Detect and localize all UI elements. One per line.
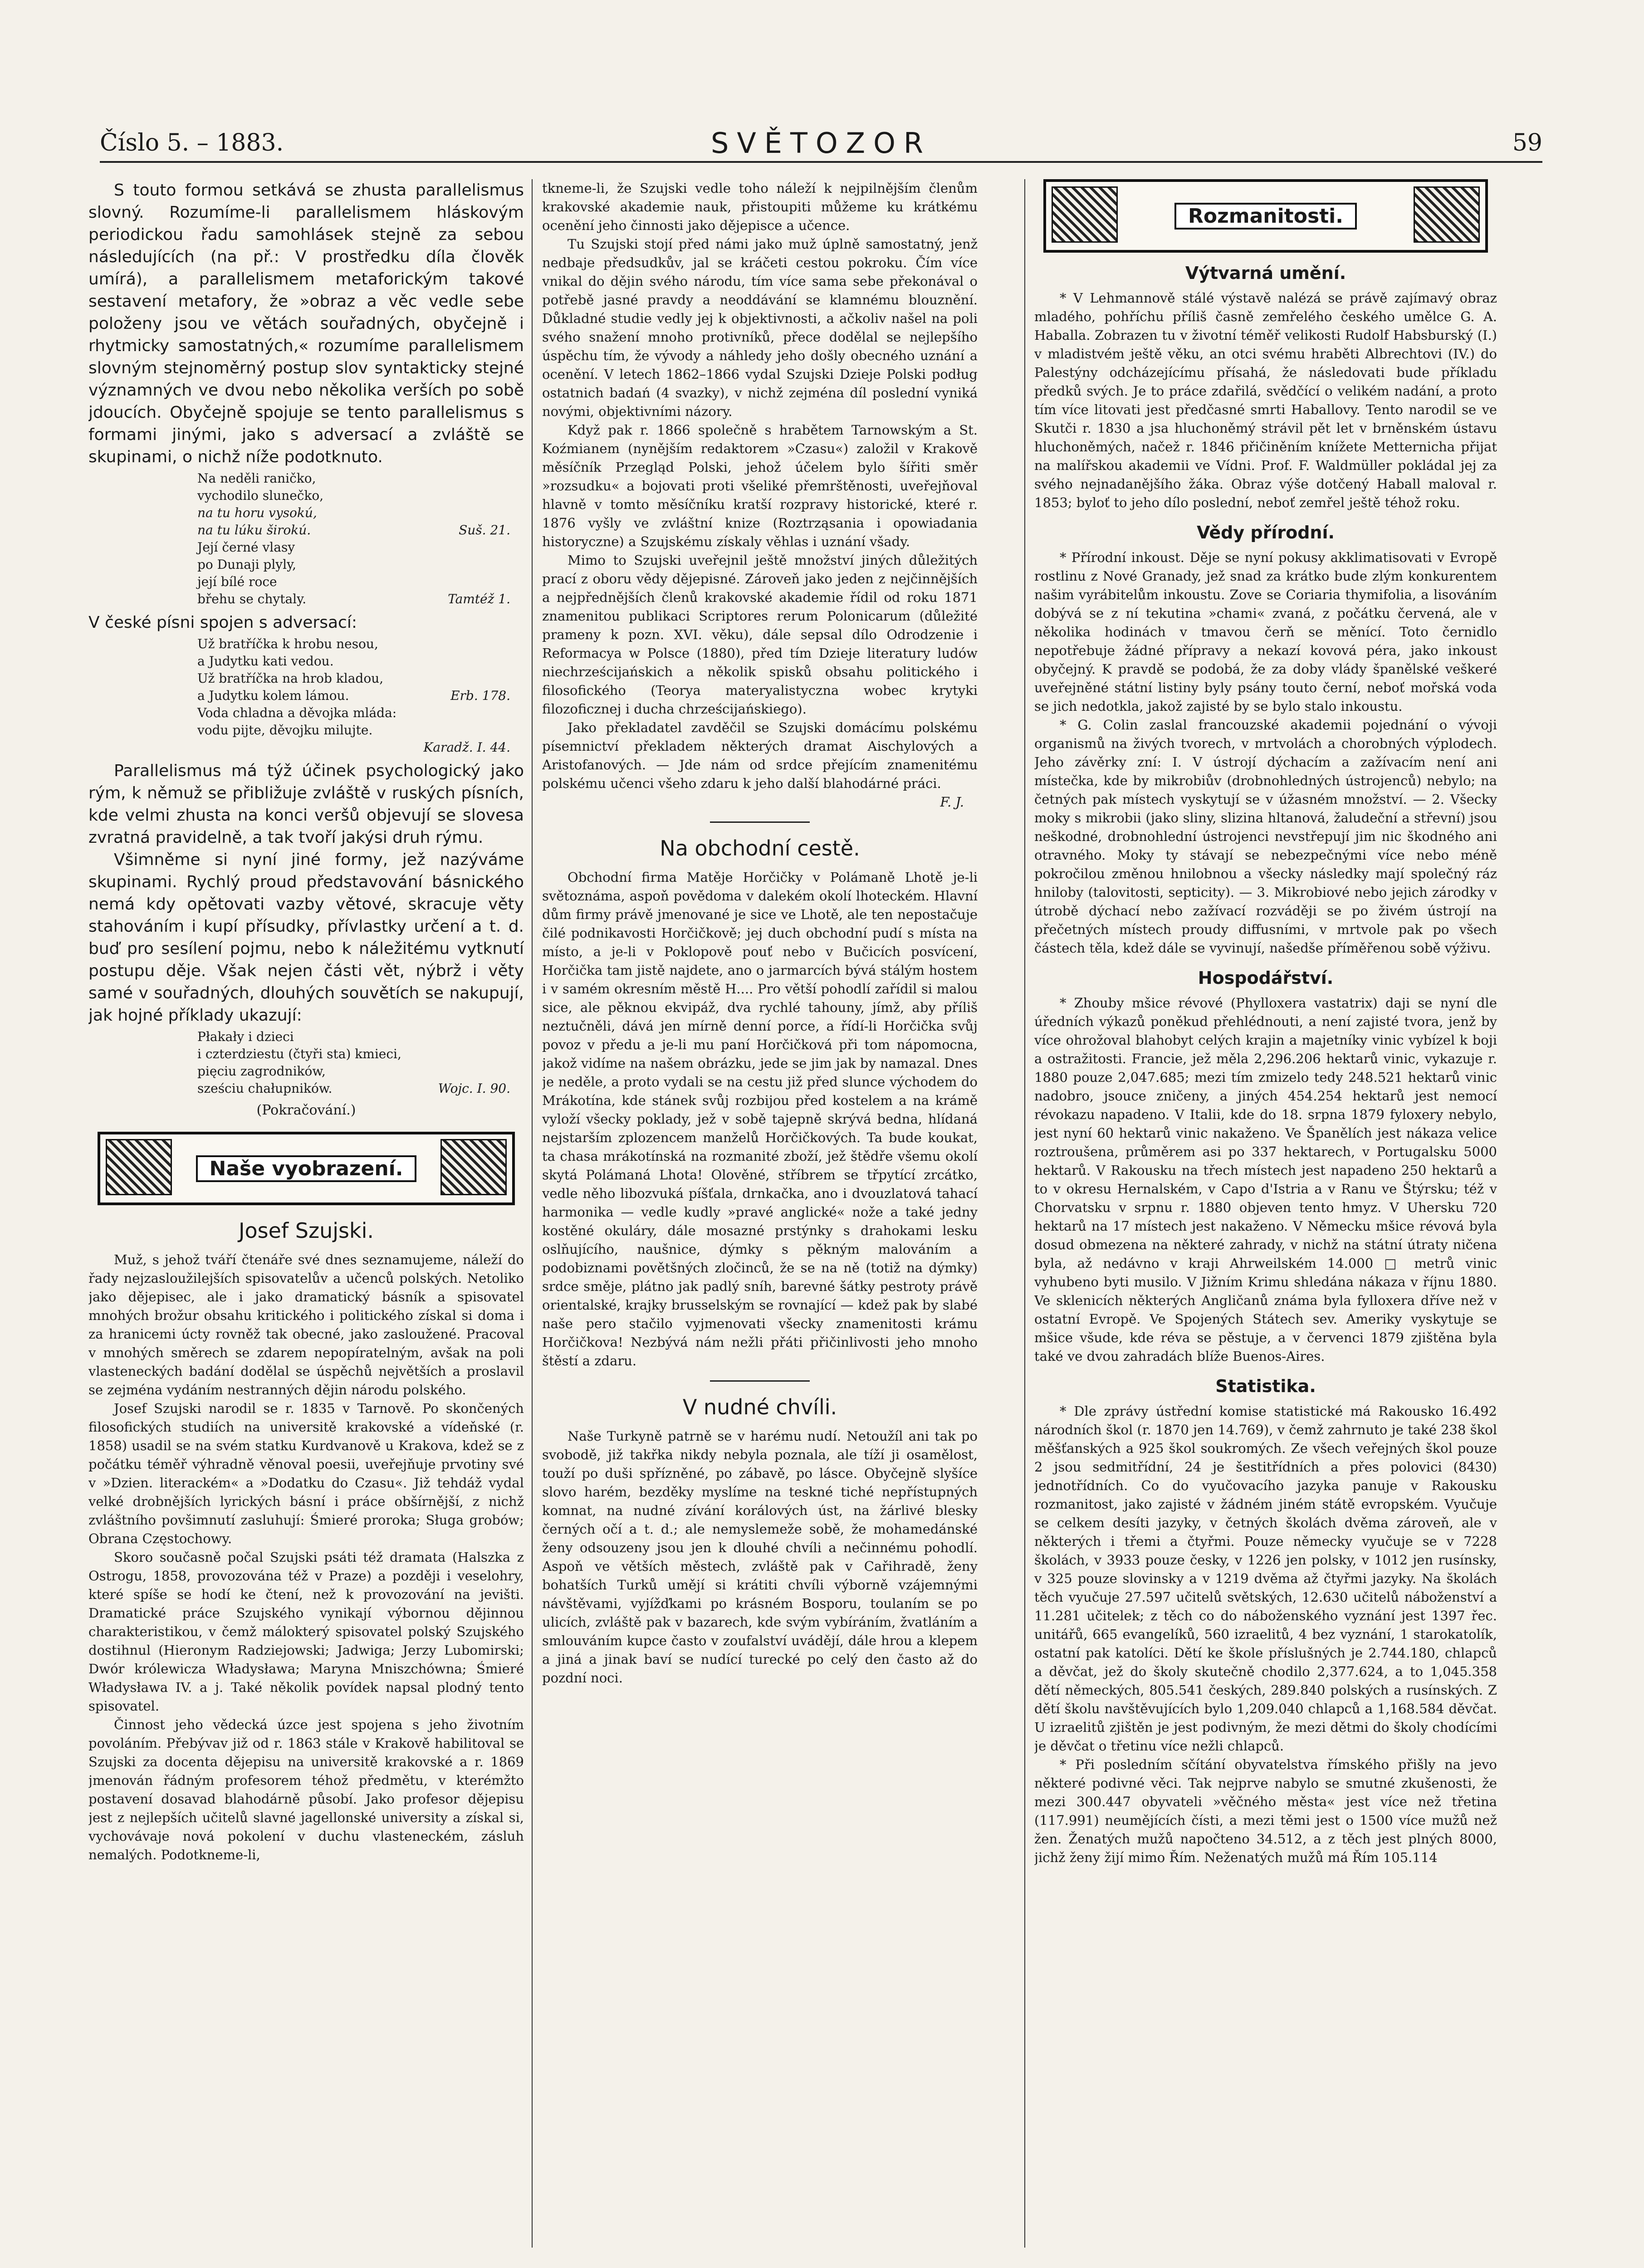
verse-block [88, 1028, 524, 1097]
ornament-icon [1414, 186, 1480, 243]
ornament-icon [440, 1139, 507, 1195]
verse-line: Na neděli raničko, [197, 471, 316, 486]
paragraph: * Přírodní inkoust. Děje se nyní pokusy akklimatisovati v Evropě rostlinu z Nové Granady, jež snad za krátko bude zlým konkurentem našim vyrábitelům inkoustu. Zove se Coriaria thymifolia, a lisováním dobývá se z ní tekutina »chami« zvaná, z počátku červená, ale v několika hodinách v tmavou čerň se měnící. Toto černidlo nepotřebuje žádné přípravy a nekazí kovová péra, jako inkoust obyčejný. K pravdě se podobá, že za doby vlády španělské veškeré uveřejněné státní listiny byly psány touto černí, neboť mořská voda se jich nedotkla, jakož zajisté by se bylo stalo inkoustu. [1034, 550, 1497, 714]
article-title: V nudné chvíli. [682, 1395, 837, 1419]
verse-line: Už bratříčka k hrobu nesou, [197, 636, 378, 651]
verse-line: Płakały i dzieci [197, 1029, 294, 1044]
issue-number: Číslo 5. – 1883. [100, 129, 284, 156]
continuation-note: (Pokračování.) [256, 1102, 356, 1118]
paragraph: Tu Szujski stojí před námi jako muž úplně samostatný, jenž nedbaje předsudkův, jal se kráčeti cestou pokroku. Čím více vnikal do dějin svého národu, tím více sama sebe překonával o potřebě jasné pravdy a neoddávání se klamnému blouznění. Důkladné studie vedly jej k objektivnosti, a ačkoliv našel na poli svého snažení mnoho protivníků, přece dodělal se nejlepšího úspěchu tím, že vývody a náhledy jeho došly obecného uznání a ocenění. V letech 1862–1866 vydal Szujski Dzieje Polski podług ostatnich badań (4 svazky), v nichž zejména díl poslední vyniká novými, objektivními názory. [542, 236, 978, 419]
verse-line [88, 504, 524, 522]
banner-label: Rozmanitosti. [1174, 203, 1357, 230]
column-rule [532, 179, 533, 2248]
paragraph: Parallelismus má týž účinek psychologický jako rým, k němuž se přibližuje zvláště v ruských písních, kde velmi zhusta na konci veršů objevují se slovesa zvratná pravidelně, a tak tvoří jakýsi druh rýmu. [88, 762, 524, 847]
column-rule [1024, 179, 1025, 2248]
section-heading: Výtvarná umění. [1185, 263, 1346, 283]
verse-line: vodu pijte, děvojku milujte. [197, 723, 373, 738]
column-3 [1034, 179, 1497, 2248]
paragraph: Skoro současně počal Szujski psáti též dramata (Halszka z Ostrogu, 1858, provozována též v Praze) a později i veselohry, které spíše se hodí ke čtení, než k provozování na jevišti. Dramatické práce Szujského vynikají výbornou dějinnou charakteristikou, v čemž málokterý spisovatel polský Szujského dostihnul (Hieronym Radziejowski; Jadwiga; Jerzy Lubomirski; Dwór królewicza Władysława; Maryna Mniszchówna; Śmieré Władysława IV. a j. Také několik povídek napsal plodný tento spisovatel. [88, 1549, 524, 1714]
section-heading: Statistika. [1215, 1376, 1316, 1396]
paragraph: * Při posledním sčítání obyvatelstva římského přišly na jevo některé podivné věci. Tak nejprve nabylo se smutné zkušenosti, že mezi 300.447 obyvateli »věčného města« jest více než třetina (117.991) neumějících čísti, a mezi těmi jest o 1500 více mužů než žen. Ženatých mužů napočteno 34.512, a z těch jest plných 8000, jichž ženy žijí mimo Řím. Neženatých mužů má Řím 105.114 [1034, 1757, 1497, 1865]
banner-label: Naše vyobrazení. [196, 1155, 417, 1182]
verse-text: na tu horu vysokú, [197, 505, 317, 520]
verse-line: vychodilo slunečko, [197, 488, 324, 503]
verse-source: Erb. 178. [450, 688, 510, 703]
section-banner [1043, 179, 1488, 253]
paragraph: Josef Szujski narodil se r. 1835 v Tarnově. Po skončených filosofických studiích na universitě krakovské a vídeňské (r. 1858) usadil se na svém statku Kurdvanově u Krakova, kdež se z počátku téměř výhradně věnoval poesii, uveřejňuje prvotiny své v »Dzien. literackém« a »Dodatku do Czasu«. Již tehdáž vydal velké drobnějších lyrických básní i práce obšírnější, z nichž zvláštního povšimnutí zasluhují: Śmieré proroka; Sługa grobów; Obrana Częstochowy. [88, 1401, 524, 1546]
article-title: Na obchodní cestě. [660, 836, 860, 860]
verse-line: pięciu zagrodników, [197, 1064, 326, 1079]
divider [710, 1380, 810, 1382]
verse-line: Už bratříčka na hrob kladou, [197, 671, 384, 686]
verse-text: břehu se chytaly. [197, 591, 307, 606]
paragraph: V české písni spojen s adversací: [88, 613, 357, 632]
paragraph: * Dle zprávy ústřední komise statistické má Rakousko 16.492 národních škol (r. 1870 jen 14.769), v čemž zahrnuto je také 238 škol měšťanských a 925 škol soukromých. Ze všech veřejných škol pouze 2 jsou sedmitřídní, 24 je šestitřídních a přes polovici (8430) jednotřídních. Co do vyučovacího jazyka panuje v Rakousku rozmanitost, jako zajisté v žádném jiném státě evropském. Vyučuje se celkem desíti jazyky, v četných školách dvěma zároveň, ale v některých i třemi a čtyřmi. Pouze německy vyučuje se v 7228 školách, v 3933 pouze česky, v 1226 jen polsky, v 1012 jen rusínsky, v 325 pouze slovinsky a v 1219 dvěma až čtyřmi jazyky. Na školách těch vyučuje 27.597 učitelů světských, 12.630 učitelů náboženství a 11.281 učitelek; z těch co do náboženského vyznání jest 1397 řec. unitářů, 665 evangelíků, 560 izraelitů, 4 bez vyznání, 1 starokatolík, ostatní pak katolíci. Dětí ke škole příslušných je 2.744.180, chlapců a děvčat, jež do školy skutečně chodilo 2,377.624, a to 1,045.358 dětí německých, 805.541 českých, 289.840 polských a rusínských. Z dětí školu navštěvujících bylo 1,209.040 chlapců a 1,168.584 děvčat. U izraelitů zjištěn je jest podivným, že mezi dětmi do školy chodícími je děvčat o třetinu více nežli chlapců. [1034, 1403, 1497, 1754]
section-heading: Vědy přírodní. [1197, 523, 1335, 543]
section-heading: Hospodářství. [1198, 968, 1334, 988]
paragraph: Naše Turkyně patrně se v harému nudí. Netoužíl ani tak po svobodě, již takřka nikdy nebyla poznala, ale tíží ji osamělost, touží po duši spřízněné, po zábavě, po lásce. Obyčejně slyšíce slovo harém, bezděky myslíme na teskné tiché nepřístupných komnat, na nudné zívání korálových úst, na žárlivé blesky černých očí a t. d.; ale nemyslemeže sobě, že mohamedánské ženy odsouzeny jsou jen k dlouhé chvíli a nečinnému pohodlí. Aspoň ve větších městech, zvláště pak v Cařihradě, ženy bohatších Turků umějí si krátiti chvíli výborně vzájemnými návštěvami, vyjížďkami po krásném Bosporu, toulaním se po ulicích, zvláště pak v bazarech, kde svým vybíráním, žvatláním a smlouváním kupce často v zoufalství uvádějí, dále hrou a klepem a jiná a jinak baví se nudící turecké po celý den často až do pozdní noci. [542, 1428, 978, 1686]
verse-line: Její černé vlasy [197, 540, 295, 555]
column-2 [542, 179, 978, 2248]
verse-source: Karadž. I. 44. [423, 740, 510, 755]
paragraph: * Zhouby mšice révové (Phylloxera vastatrix) daji se nyní dle úředních výkazů poněkud přehlédnouti, a není zajisté tvora, jenž by více ohrožoval blahobyt celých krajin a majetníky vinic vybízel k boji a ostražitosti. Francie, jež měla 2,296.206 hektarů vinic, vykazuje r. 1880 pouze 2,047.685; mezi tím zmizelo tedy 248.521 hektarů vinic nadobro, jsouce zničeny, a jiných 454.254 hektarů jest nemocí révokazu napadeno. V Italii, kde do 18. srpna 1879 fyloxery nebylo, jest nyní 60 hektarů vinic nakaženo. Ve Španělích jest nákaza velice roztroušena, průměrem asi po 337 hektarech, v Portugalsku 5000 hektarů. V Rakousku na třech místech jest napadeno 250 hektarů a to v okresu Hernalském, v Capo d'Istria a v Ranu ve Štýrsku; též v Chorvatsku v srpnu r. 1880 objeven tento hmyz. V Uhersku 720 hektarů na 17 místech jest nakaženo. V Německu mšice révová byla dosud obmezena na některé zahrady, v nichž na státní útraty ničena byla, až nedávno v kraji Ahrweilském 14.000 □ metrů vinic vyhubeno byti musilo. V Jižním Krimu shledána nákaza v říjnu 1880. Ve sklenicích některých Angličanů známa byla fylloxera dříve než v ostatní Evropě. Ve Spojených Státech sev. Ameriky vyskytuje se mšice všude, kde réva se pěstuje, a v červenci 1879 zjištěna byla také ve dvou zahradách blíže Buenos-Aires. [1034, 995, 1497, 1364]
paragraph: * V Lehmannově stálé výstavě nalézá se právě zajímavý obraz mladého, pohříchu příliš časně zemřelého českého umělce G. A. Haballa. Zobrazen tu v životní téměř velikosti Rudolf Habsburský (I.) v mladistvém ještě věku, an otci svému hraběti Albrechtovi (IV.) do Palestýny odcházejícímu přísahá, že následovati bude příkladu předků svých. Je to práce zdařilá, svědčící o velikém nadání, a proto tím více litovati jest předčasné smrti Haballovy. Tento narodil se ve Skutči r. 1830 a jsa hluchoněmý strávil pět let v brněnském ústavu hluchoněmých, načež r. 1846 přičiněním knížete Metternicha přijat na malířskou akademii ve Vídni. Prof. F. Waldmüller pokládal jej za svého nejnadanějšího žáka. Obraz výše dotčený Haball maloval r. 1853; byloť to jeho dílo poslední, neboť zemřel ještě téhož roku. [1034, 290, 1497, 510]
author-signature: F. J. [940, 794, 964, 810]
verse-line: její bílé roce [197, 574, 277, 589]
verse-text: a Judytku kolem lámou. [197, 688, 349, 703]
page-header [100, 129, 1542, 163]
page-number: 59 [1512, 129, 1542, 156]
column-1 [88, 179, 524, 2248]
verse-line: a Judytku kati vedou. [197, 654, 334, 669]
paragraph: * G. Colin zaslal francouzské akademii pojednání o vývoji organismů na živých tvorech, v mrtvolách a chorobných výplodech. Jeho závěrky zní: I. V ústrojí dýchacím a zažívacím není ani místečka, kde by mikrobiův (drobnohledných ústrojenců) nebylo; na četných pak místech vyskytují se v úžasném množství. — 2. Všecky moky s mikrobii (jako sliny, slizina hltanová, žaludeční a střevní) jsou neškodné, drobnohlední ústrojenci nevstřepují jim nic škodného ani otravného. Moky ty stávají se nebezpečnými více nebo méně pokročilou změnou hnilobnou a všecky následky mají společný ráz hniloby (talovitosti, septicity). — 3. Mikrobiové nebo jejich zárodky v útrobě dýchací nebo zažívací rozváději se po živém ústrojí na přečetných místech proudy diffusními, v mrtvole pak po všech částech těla, kdež dále se vyvinují, našedše příměřenou sobě výživu. [1034, 717, 1497, 956]
verse-line [88, 591, 524, 608]
section-banner [98, 1132, 515, 1205]
paragraph: Když pak r. 1866 společně s hrabětem Tarnowským a St. Koźmianem (nynějším redaktorem »Czasu«) založil v Krakově měsíčník Przegląd Polski, jehož účelem bylo šířiti směr »rozsudku« a bojovati proti všeliké přemrštěnosti, uveřejňoval hlavně v tomto měsíčníku kratší rozpravy historické, které r. 1876 vyšly ve zvláštní knize (Roztrząsania i opowiadania historyczne) a Szujskému získaly věhlas i uznání všady. [542, 422, 978, 549]
verse-source: Suš. 21. [459, 523, 510, 538]
paragraph: Obchodní firma Matěje Horčičky v Polámaně Lhotě je-li světoznáma, aspoň povědoma v dalekém okolí lhoteckém. Hlavní dům firmy právě jmenované je sice ve Lhotě, ale ten nepostačuje čilé podnikavosti Horčičkově; jej duch obchodní pudí s místa na místo, a je-li v Poklopově pouť nebo v Bučicích posvícení, Horčička tam jistě najdete, ano o jarmarcích bývá stálým hostem i v samém okresním městě H.... Pro větší pohodlí zařídil si malou sice, ale pěknou ekvipáž, dva rychlé tahouny, jímž, aby příliš neztučněli, dává jen mírně denní porce, a řídí-li Horčička svůj povoz v předu a je-li mu paní Horčičková při tom nápomocna, jakož vidíme na našem obrázku, jede se jim jak by namazal. Dnes je neděle, a proto vydali se na cestu již před slunce východem do Mrákotína, kde stánek svůj rozbijou před kostelem a na krámě vyloží všecky poklady, jež v sobě tajepně skrývá bedna, hlídaná nejstarším zplozencem manželů Horčičkových. Ta bude koukat, ta chasa mrákotínská na rozmanité zboží, jež štědře všemu okolí skytá Polámaná Lhota! Olověné, stříbrem se třpytící zrcátko, vedle něho libozvuká píšťala, drnkačka, ano i dvouzlatová tahací harmonika — vedle kudly »pravé anglické« nože a také jedny kostěné okuláry, dále mosazné prstýnky s drahokami lesku oslňujícího, naušnice, dýmky s pěkným malováním a podobiznami povětšných zločinců, že se na ně (totiž na dýmky) srdce směje, plátno jak padlý sníh, barevné šátky pestroty právě orientalské, krajky brusselským se rovnající — kdež pak by slabé naše pero stačilo vyjmenovati všecky znamenitosti krámu Horčičkova! Nezbývá nám nežli přáti přičinlivosti jeho mnoho štěstí a zdaru. [542, 870, 978, 1369]
ornament-icon [106, 1139, 172, 1195]
verse-block [88, 635, 524, 756]
verse-line [88, 739, 524, 756]
verse-line [88, 522, 524, 539]
paragraph: Činnost jeho vědecká úzce jest spojena s jeho životním povoláním. Přebývav již od r. 1863 stále v Krakově habilitoval se Szujski za docenta dějepisu na universitě krakovské a r. 1869 jmenován řádným profesorem téhož předmětu, v kterémžto postavení dosavad blahodárně působí. Jako profesor dějepisu jest z nejlepších učitelů slavné jagellonské university a získal si, vychovávaje nová pokolení v duchu vlasteneckém, zásluh nemalých. Podotkneme-li, [88, 1717, 524, 1862]
verse-line: Voda chladna a děvojka mláda: [197, 705, 397, 720]
paragraph: Jako překladatel zavděčil se Szujski domácímu polskému písemnictví překladem některých dramat Aischylových a Aristofanových. — Jde nám od srdce přejícím znamenitému polskému učenci všeho zdaru k jeho další blahodárné práci. [542, 720, 978, 791]
verse-line: i czterdziestu (čtyři sta) kmieci, [197, 1046, 401, 1061]
verse-line [88, 1080, 524, 1097]
paragraph: Muž, s jehož tváří čtenáře své dnes seznamujeme, náleží do řady nejzasloužilejších spisovatelův a učenců polských. Netoliko jako dějepisec, ale i jako dramatický básník a spisovatel mnohých brožur obsahu kritického i politického získal si doma i za hranicemi úcty rovněž tak obecné, jako zasloužené. Pracoval v mnohých směrech se zdarem nepopíratelným, avšak na poli vlasteneckých badání dodělal se úspěchů největších a proslavil se zejména vydáním nestranných dějin národu polského. [88, 1252, 524, 1398]
verse-block [88, 470, 524, 608]
paragraph: S touto formou setkává se zhusta parallelismus slovný. Rozumíme-li parallelismem hláskovým periodickou řadu samohlásek stejně za sebou následujících (na př.: V prostředku díla člověk umírá), a parallelismem metaforickým takové sestavení metafory, že »obraz a věc vedle sebe položeny jsou ve větách souřadných, obyčejně i rhytmicky samostatných,« rozumíme parallelismem slovným stejnoměrný postup slov syntakticky stejné významných ve dvou nebo několika verších po sobě jdoucích. Obyčejně spojuje se tento parallelismus s formami jinými, jako s adversací a zvláště se skupinami, o nichž níže podotknuto. [88, 181, 524, 466]
verse-line [88, 687, 524, 704]
divider [710, 821, 810, 823]
verse-text: na tu lúku širokú. [197, 523, 311, 538]
magazine-title: SVĚTOZOR [711, 127, 931, 160]
ornament-icon [1052, 186, 1118, 243]
verse-source: Tamtéž 1. [448, 591, 510, 606]
verse-text: sześciu chałupników. [197, 1081, 333, 1096]
paragraph: Mimo to Szujski uveřejnil ještě množství jiných důležitých prací z oboru vědy dějepisné. Zároveň jako jeden z nejčinnějších a nejpřednějších členů krakovské akademie řídil od roku 1871 znamenitou publikaci Scriptores rerum Polonicarum (důležité prameny k pozn. XVI. věku), dále sepsal dílo Odrodzenie i Reformacya w Polsce (1880), před tím Dzieje literatury ludów niechrześcijańskich a několik spisků obsahu politického i filosofického (Teorya materyalistyczna wobec krytyki filozoficznej i ducha chrześcijańskiego). [542, 552, 978, 717]
paragraph: tkneme-li, že Szujski vedle toho náleží k nejpilnějším členům krakovské akademie nauk, přistoupiti můžeme ku krátkému ocenění jeho činnosti jako dějepisce a učence. [542, 181, 978, 233]
article-title: Josef Szujski. [238, 1218, 374, 1243]
paragraph: Všimněme si nyní jiné formy, jež nazýváme skupinami. Rychlý proud představování básnického nemá kdy opětovati vazby větové, skracuje věty stahováním i kupí přísudky, přívlastky určení a t. d. buď pro sesílení pojmu, nebo k náležitému vytknutí postupu děje. Však nejen části vět, nýbrž i věty samé v souřadných, dlouhých souvětích se nakupují, jak hojné příklady ukazují: [88, 850, 524, 1025]
verse-source: Wojc. I. 90. [438, 1081, 510, 1096]
verse-line: po Dunaji plyly, [197, 557, 297, 572]
